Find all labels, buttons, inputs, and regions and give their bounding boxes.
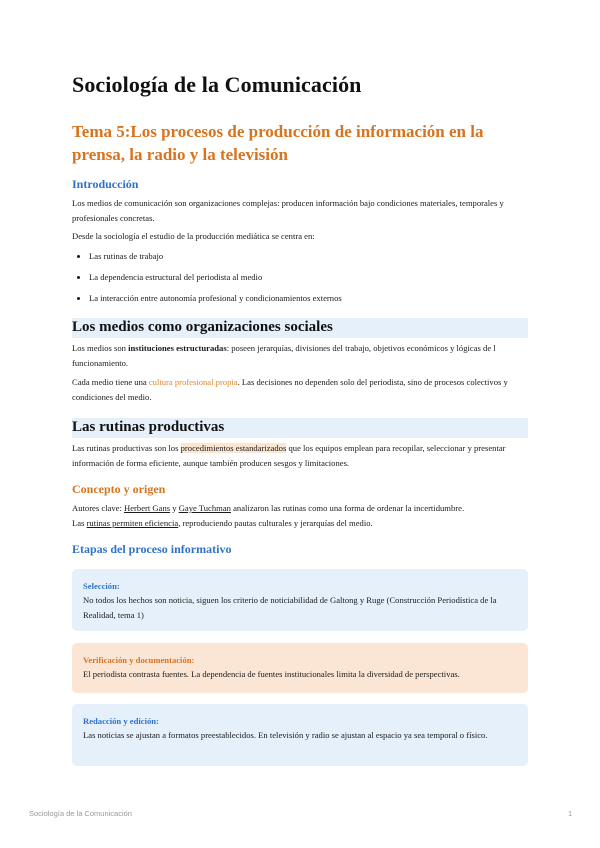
intro-list — [72, 246, 528, 309]
stage-body: El periodista contrasta fuentes. La dependencia de fuentes institucionales limita la diversidad de perspectivas. — [83, 669, 460, 679]
stage-body: Las noticias se ajustan a formatos preestablecidos. En televisión y radio se ajustan al espacio ya sea temporal o físico. — [83, 730, 488, 740]
etapas-heading: Etapas del proceso informativo — [72, 542, 232, 556]
author-name: Herbert Gans — [124, 503, 171, 513]
stage-title: Verificación y documentación: — [83, 655, 195, 665]
author-name: Gaye Tuchman — [178, 503, 231, 513]
list-item: La interacción entre autonomía profesional y condicionamientos externos — [72, 288, 528, 309]
medios-paragraph-2: Cada medio tiene una cultura profesional propia. Las decisiones no dependen solo del periodista, sino de procesos colectivos y condiciones del medio. — [72, 377, 508, 402]
concepto-paragraph-1: Autores clave: Herbert Gans y Gaye Tuchman analizaron las rutinas como una forma de ordenar la incertidumbre. — [72, 503, 465, 513]
intro-paragraph-2: Desde la sociología el estudio de la producción mediática se centra en: — [72, 231, 315, 241]
tema-title: Tema 5:Los procesos de producción de información en la prensa, la radio y la televisión — [72, 122, 484, 164]
intro-paragraph-1: Los medios de comunicación son organizaciones complejas: producen información bajo condiciones materiales, temporales y profesionales concretas. — [72, 198, 504, 223]
stage-box-verificacion — [72, 643, 528, 693]
stage-box-seleccion — [72, 569, 528, 631]
medios-heading: Los medios como organizaciones sociales — [72, 319, 333, 335]
concepto-paragraph-2: Las rutinas permiten eficiencia, reproduciendo pautas culturales y jerarquías del medio. — [72, 518, 373, 528]
list-item: Las rutinas de trabajo — [72, 246, 528, 267]
page-number: 1 — [568, 809, 573, 818]
concepto-heading: Concepto y origen — [72, 482, 166, 496]
stage-box-redaccion — [72, 704, 528, 766]
list-item: La dependencia estructural del periodista al medio — [72, 267, 528, 288]
rutinas-heading: Las rutinas productivas — [72, 419, 225, 435]
underlined-term: rutinas permiten eficiencia — [86, 518, 179, 528]
stage-title: Redacción y edición: — [83, 716, 159, 726]
footer-title: Sociología de la Comunicación — [29, 809, 132, 818]
section-heading-bar — [72, 418, 528, 438]
section-heading-bar — [72, 318, 528, 338]
highlighted-term: procedimientos estandarizados — [180, 443, 287, 453]
highlighted-term: cultura profesional propia — [148, 377, 238, 387]
stage-title: Selección: — [83, 581, 120, 591]
intro-heading: Introducción — [72, 177, 139, 191]
medios-paragraph-1: Los medios son instituciones estructuradas: poseen jerarquías, divisiones del trabajo, objetivos económicos y lógicas de l funcionamiento. — [72, 343, 496, 368]
bold-term: instituciones estructuradas — [128, 343, 227, 353]
rutinas-paragraph-1: Las rutinas productivas son los procedimientos estandarizados que los equipos emplean para recopilar, seleccionar y presentar información de forma eficiente, aunque también producen sesgos y limitaciones. — [72, 443, 506, 468]
document-title: Sociología de la Comunicación — [72, 72, 362, 97]
stage-body: No todos los hechos son noticia, siguen los criterio de noticiabilidad de Galtong y Ruge (Construcción Periodística de la Realidad, tema 1) — [83, 595, 497, 620]
